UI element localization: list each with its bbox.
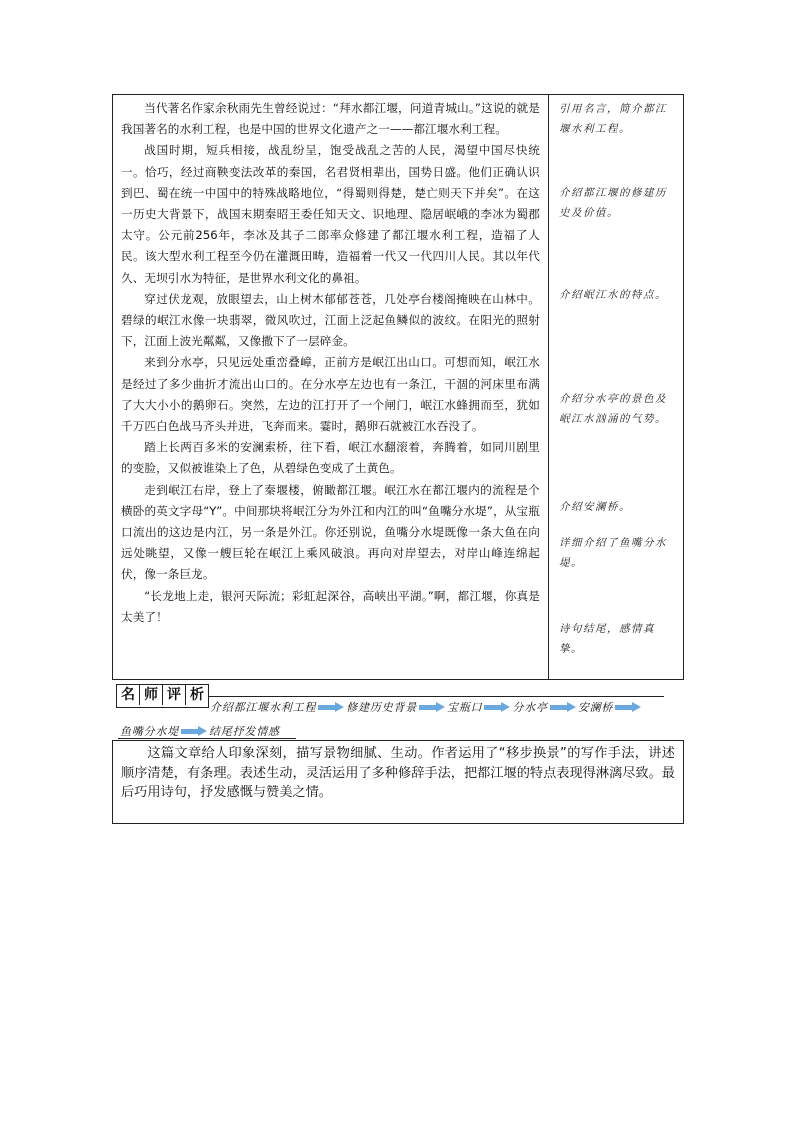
critique-summary-box — [112, 740, 684, 824]
critique-heading-char: 名 — [117, 685, 140, 705]
structure-flow-row — [210, 699, 643, 715]
essay-paragraph: 穿过伏龙观，放眼望去，山上树木郁郁苍苍，几处亭台楼阁掩映在山林中。碧绿的岷江水像一块翡翠，微风吹过，江面上泛起鱼鳞似的波纹。在阳光的照射下，江面上波光粼粼，又像撒下了一层碎金。 — [121, 291, 540, 349]
essay-paragraph: 来到分水亭，只见远处重峦叠嶂，正前方是岷江出山口。可想而知，岷江水是经过了多少曲折才流出山口的。在分水亭左边也有一条江，干涸的河床里布满了大大小小的鹅卵石。突然，左边的江打开了一个闸门，岷江水蜂拥而至，犹如千万匹白色战马齐头并进，飞奔而来。霎时，鹅卵石就被江水吞没了。 — [121, 355, 540, 434]
arrow-right-icon — [318, 702, 344, 712]
margin-note: 详细介绍了鱼嘴分水堤。 — [559, 537, 667, 569]
arrow-right-icon — [484, 702, 510, 712]
essay-paragraph: 踏上长两百多米的安澜索桥，往下看，岷江水翻滚着，奔腾着，如同川剧里的变脸，又似被谁染上了色，从碧绿色变成了土黄色。 — [121, 440, 540, 476]
flow-step: 介绍都江堰水利工程 — [210, 701, 317, 714]
arrow-right-icon — [419, 702, 445, 712]
margin-note: 介绍安澜桥。 — [559, 501, 631, 513]
flow-step: 宝瓶口 — [447, 701, 483, 714]
flow-step: 分水亭 — [512, 701, 548, 714]
critique-heading-char: 师 — [140, 685, 163, 705]
arrow-right-icon — [181, 726, 207, 736]
flow-underline — [208, 696, 664, 697]
margin-note: 诗句结尾，感情真挚。 — [559, 623, 655, 655]
essay-paragraph: “长龙地上走，银河天际流；彩虹起深谷，高峡出平湖。”啊，都江堰，你真是太美了！ — [121, 588, 540, 624]
flow-step: 修建历史背景 — [346, 701, 418, 714]
margin-note: 介绍分水亭的景色及岷江水汹涌的气势。 — [559, 393, 667, 425]
essay-paragraph: 当代著名作家余秋雨先生曾经说过：“拜水都江堰，问道青城山。”这说的就是我国著名的水利工程，也是中国的世界文化遗产之一——都江堰水利工程。 — [121, 101, 540, 137]
flow-step: 结尾抒发情感 — [209, 725, 280, 738]
critique-heading-char: 析 — [190, 687, 204, 703]
flow-step: 安澜桥 — [577, 701, 614, 714]
margin-note: 介绍都江堰的修建历史及价值。 — [559, 187, 667, 219]
margin-notes-column — [549, 95, 683, 679]
arrow-right-icon — [615, 702, 641, 712]
critique-heading-char: 评 — [163, 685, 186, 705]
essay-text-column — [113, 95, 549, 679]
critique-summary: 这篇文章给人印象深刻，描写景物细腻、生动。作者运用了“移步换景”的写作手法，讲述顺序清楚，有条理。表述生动，灵活运用了多种修辞手法，把都江堰的特点表现得淋漓尽致。最后巧用诗句，抒发感慨与赞美之情。 — [121, 746, 675, 801]
essay-annotation-table — [112, 94, 684, 680]
arrow-right-icon — [550, 702, 576, 712]
structure-flow-row — [120, 723, 280, 739]
flow-step: 鱼嘴分水堤 — [120, 725, 179, 738]
margin-note: 介绍岷江水的特点。 — [559, 289, 667, 301]
essay-paragraph: 战国时期，短兵相接，战乱纷呈，饱受战乱之苦的人民，渴望中国尽快统一。恰巧，经过商鞅变法改革的秦国，名君贤相辈出，国势日盛。他们正确认识到巴、蜀在统一中国中的特殊战略地位，“得蜀则得楚，楚亡则天下并矣”。在这一历史大背景下，战国末期秦昭王委任知天文、识地理、隐居岷峨的李冰为蜀郡太守。公元前256年，李冰及其子二郎率众修建了都江堰水利工程，造福了人民。该大型水利工程至今仍在灌溉田畴，造福着一代又一代四川人民。其以年代久、无坝引水为特征，是世界水利文化的鼻祖。 — [121, 143, 540, 285]
margin-note: 引用名言，简介都江堰水利工程。 — [559, 103, 667, 135]
critique-heading — [116, 684, 209, 708]
essay-paragraph: 走到岷江右岸，登上了秦堰楼，俯瞰都江堰。岷江水在都江堰内的流程是个横卧的英文字母“Y”。中间那块将岷江分为外江和内江的叫“鱼嘴分水堤”，从宝瓶口流出的这边是内江，另一条是外江。你还别说，鱼嘴分水堤既像一条大鱼在向远处眺望，又像一艘巨轮在岷江上乘风破浪。再向对岸望去，对岸山峰连绵起伏，像一条巨龙。 — [121, 482, 540, 582]
